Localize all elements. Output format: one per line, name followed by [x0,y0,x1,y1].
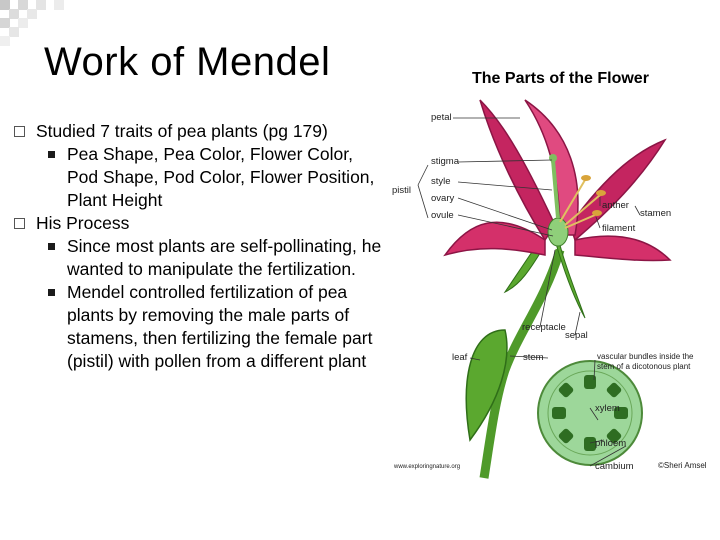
website-text: www.exploringnature.org [394,464,461,470]
label-ovary: ovary [431,193,455,204]
label-receptacle: receptacle [522,322,566,333]
bullet-list [14,120,384,373]
bullet-text: His Process [36,213,130,233]
leaf-shape [466,330,507,440]
filled-square-bullet-icon [48,151,55,158]
label-xylem: xylem [595,403,620,414]
label-stamen: stamen [640,208,672,219]
sub-bullet-item [14,281,384,373]
label-anther: anther [602,200,629,211]
label-phloem: phloem [595,438,627,449]
label-stigma: stigma [431,156,459,167]
copyright-text: ©Sheri Amsel [658,461,707,470]
sub-bullet-item [14,143,384,212]
label-vascular-bundles: vascular bundles inside the [597,352,694,361]
hollow-square-bullet-icon [14,126,25,137]
hollow-square-bullet-icon [14,218,25,229]
label-stem: stem [523,352,544,363]
filled-square-bullet-icon [48,243,55,250]
filled-square-bullet-icon [48,289,55,296]
bullet-item [14,120,384,143]
label-cambium: cambium [595,461,634,472]
label-vascular-bundles-2: stem of a dicotonous plant [597,362,691,371]
label-style: style [431,176,451,187]
label-sepal: sepal [565,330,588,341]
label-filament: filament [602,223,636,234]
sub-bullet-text: Pea Shape, Pea Color, Flower Color, Pod Shape, Pod Color, Flower Position, Plant Height [67,144,375,210]
figure-title: The Parts of the Flower [472,70,649,87]
sub-bullet-text: Mendel controlled fertilization of pea plants by removing the male parts of stamens, then fertilizing the female part (pistil) with pollen from a different plant [67,282,373,371]
bullet-item [14,212,384,235]
label-leaf: leaf [452,352,468,363]
sub-bullet-text: Since most plants are self-pollinating, he wanted to manipulate the fertilization. [67,236,382,279]
slide-title: Work of Mendel [44,40,331,84]
label-pistil: pistil [392,185,412,196]
sub-bullet-item [14,235,384,281]
bullet-text: Studied 7 traits of pea plants (pg 179) [36,121,328,141]
label-ovule: ovule [431,210,454,221]
flower-diagram [388,60,691,480]
label-petal: petal [431,112,452,123]
